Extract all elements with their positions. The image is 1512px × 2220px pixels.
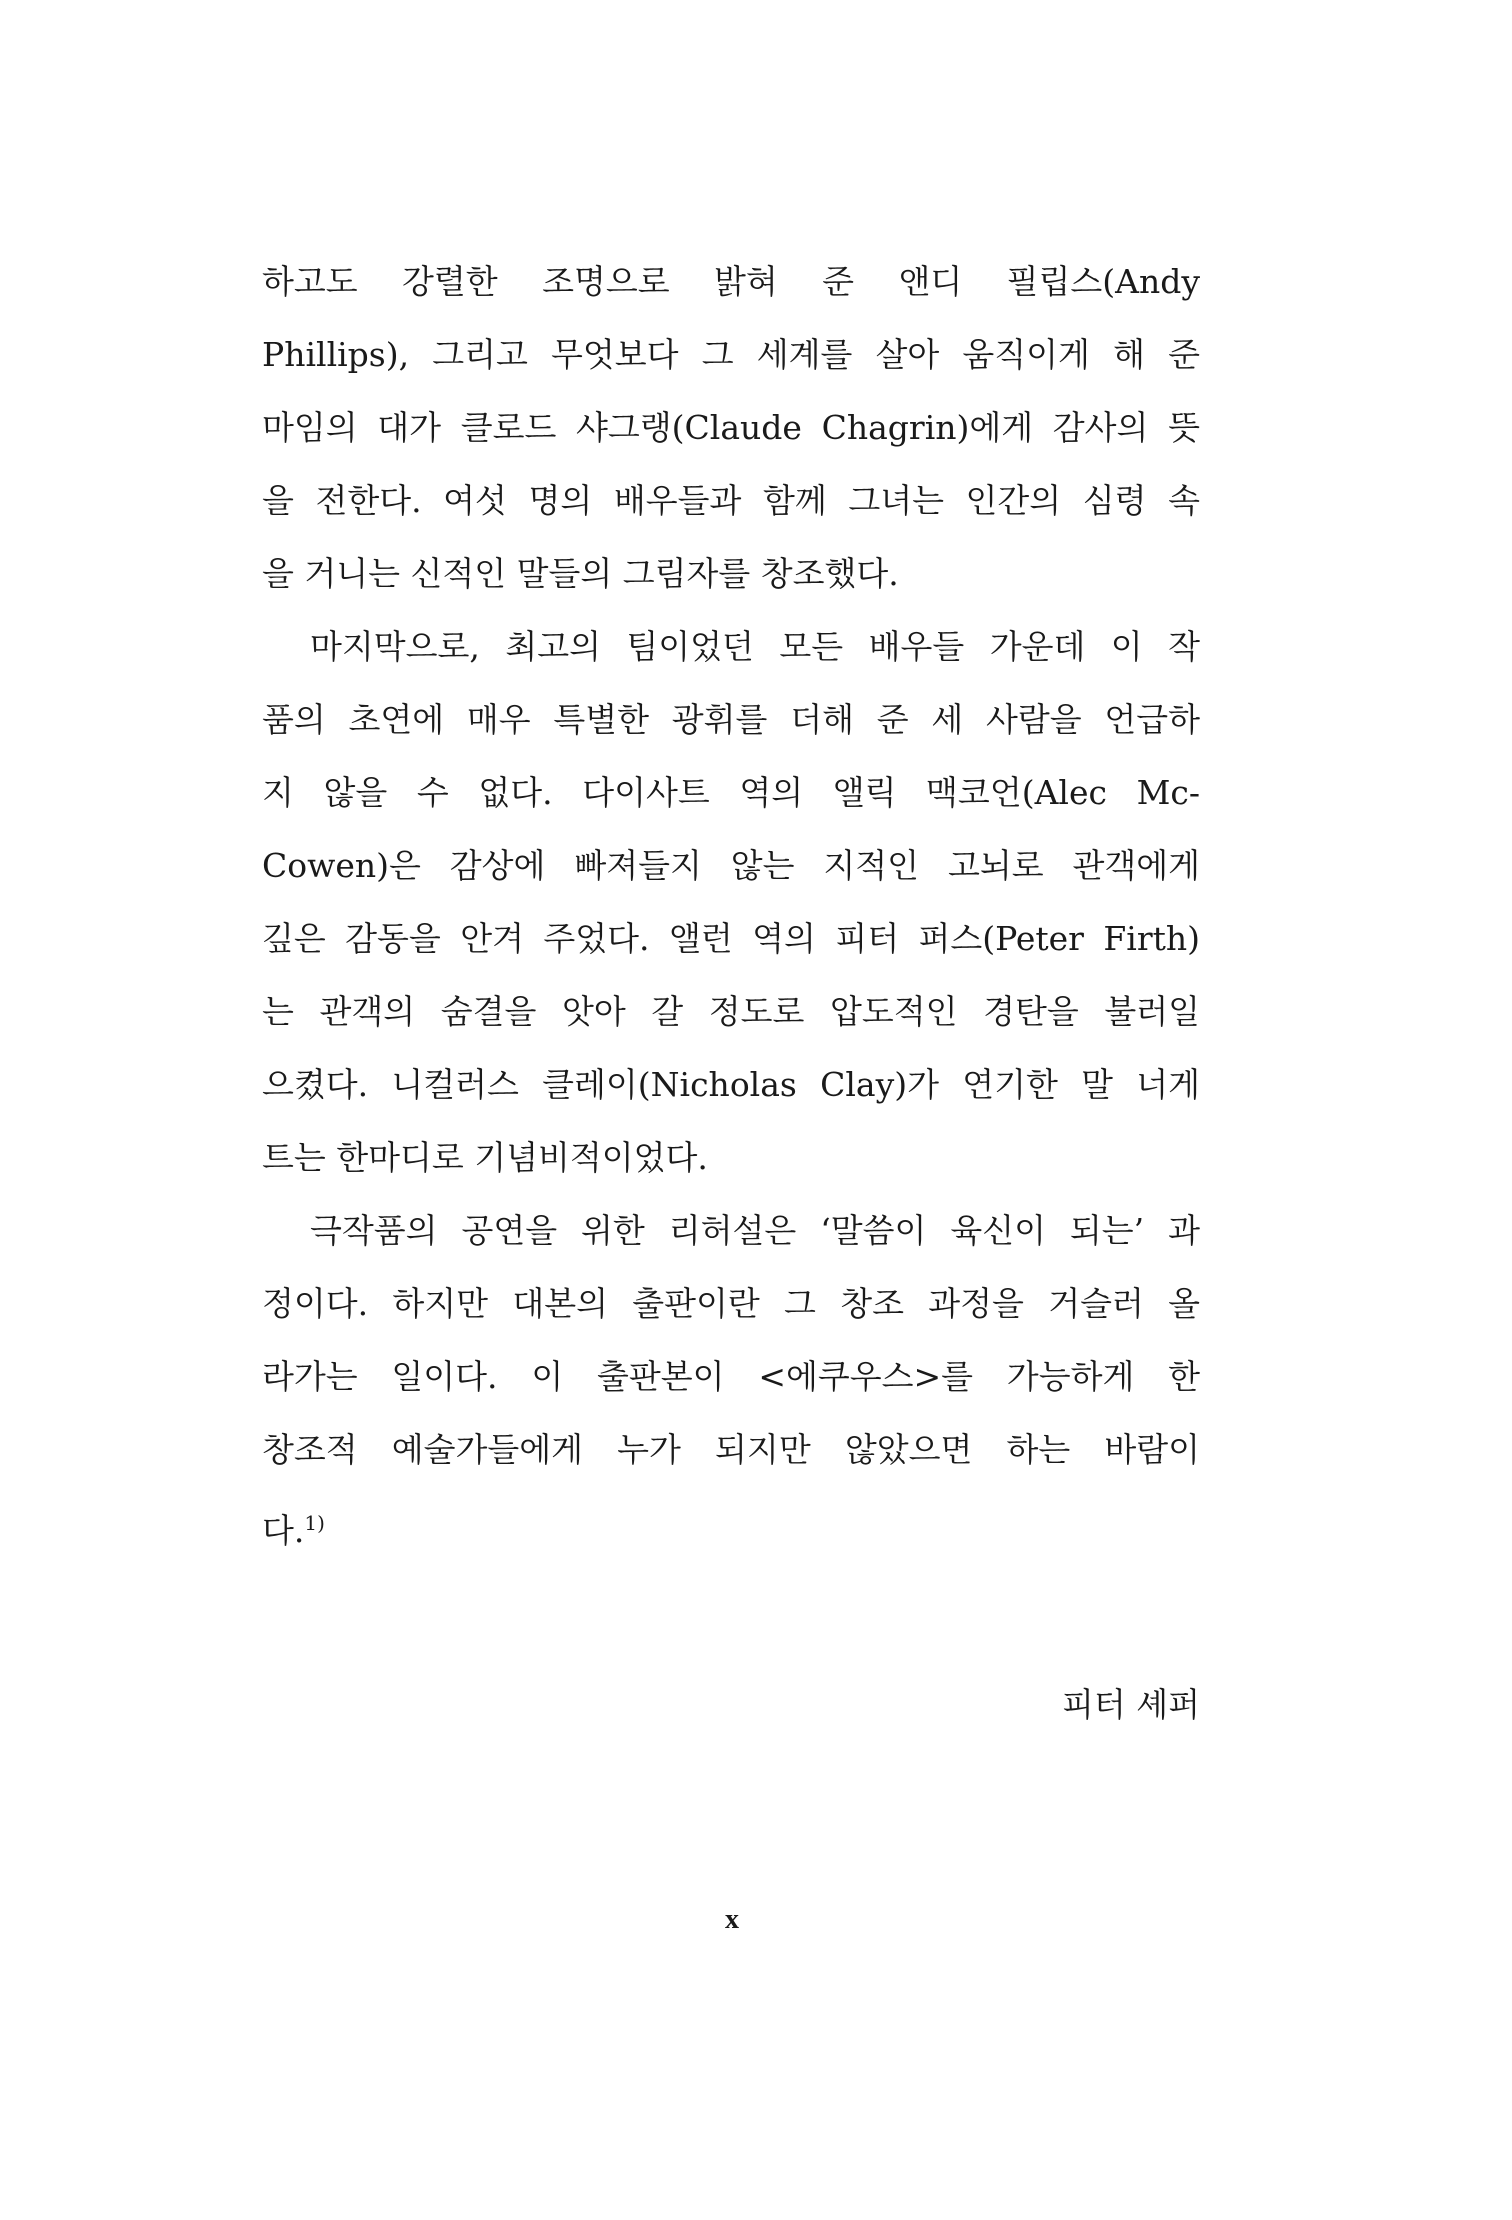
- page-number: x: [725, 1904, 739, 1935]
- text-line: Cowen)은 감상에 빠져들지 않는 지적인 고뇌로 관객에게: [262, 846, 1200, 885]
- text-line: 마지막으로, 최고의 팀이었던 모든 배우들 가운데 이 작: [310, 627, 1200, 666]
- text-line: 창조적 예술가들에게 누가 되지만 않았으면 하는 바람이: [262, 1430, 1200, 1469]
- text-line: 을 전한다. 여섯 명의 배우들과 함께 그녀는 인간의 심령 속: [262, 481, 1200, 520]
- text-line: 는 관객의 숨결을 앗아 갈 정도로 압도적인 경탄을 불러일: [262, 992, 1200, 1031]
- text-line: 을 거니는 신적인 말들의 그림자를 창조했다.: [262, 554, 899, 593]
- author-signature: 피터 셰퍼: [1061, 1685, 1200, 1724]
- text-line: 품의 초연에 매우 특별한 광휘를 더해 준 세 사람을 언급하: [262, 700, 1200, 739]
- text-line: 마임의 대가 클로드 샤그랭(Claude Chagrin)에게 감사의 뜻: [262, 408, 1200, 447]
- text-line: 극작품의 공연을 위한 리허설은 ‘말씀이 육신이 되는’ 과: [310, 1211, 1200, 1250]
- text-line-final: [262, 1493, 1200, 1566]
- text-line: 깊은 감동을 안겨 주었다. 앨런 역의 피터 퍼스(Peter Firth): [262, 919, 1200, 958]
- text-line: 하고도 강렬한 조명으로 밝혀 준 앤디 필립스(Andy: [262, 262, 1200, 301]
- text-line: 으켰다. 니컬러스 클레이(Nicholas Clay)가 연기한 말 너게: [262, 1065, 1200, 1104]
- body-text: [262, 252, 1200, 1566]
- final-text: 다.: [262, 1511, 305, 1550]
- text-line: Phillips), 그리고 무엇보다 그 세계를 살아 움직이게 해 준: [262, 335, 1200, 374]
- text-line: 지 않을 수 없다. 다이사트 역의 앨릭 맥코언(Alec Mc-: [262, 773, 1200, 812]
- text-line: 라가는 일이다. 이 출판본이 <에쿠우스>를 가능하게 한: [262, 1357, 1200, 1396]
- footnote-marker[interactable]: 1): [304, 1511, 325, 1535]
- text-line: 트는 한마디로 기념비적이었다.: [262, 1138, 708, 1177]
- text-line: 정이다. 하지만 대본의 출판이란 그 창조 과정을 거슬러 올: [262, 1284, 1200, 1323]
